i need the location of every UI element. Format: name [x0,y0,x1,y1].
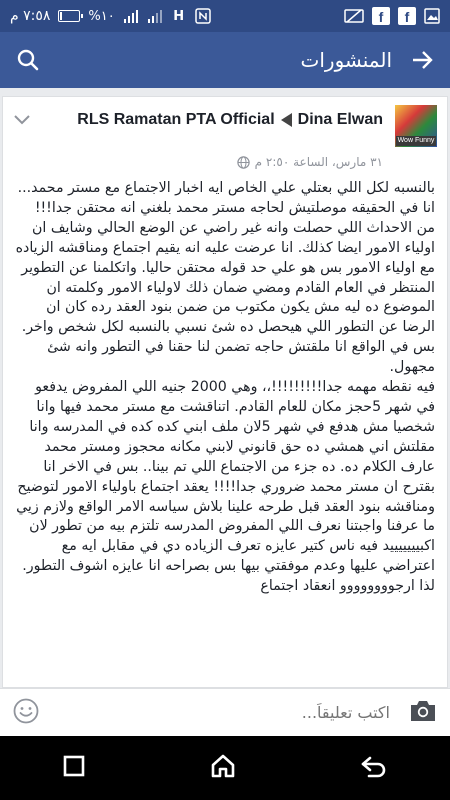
camera-icon[interactable] [408,698,438,728]
status-bar-right [344,7,440,25]
cast-off-icon [344,7,364,25]
post-header [3,97,447,179]
avatar[interactable] [395,105,437,147]
post-meta [237,155,383,169]
recents-nav-icon[interactable] [62,754,86,782]
notification-nfc-icon [195,7,211,25]
comment-composer [0,688,450,736]
globe-icon [237,156,250,169]
back-nav-icon[interactable] [360,754,388,782]
avatar-tag: Wow Funny [397,137,435,144]
post-paragraph: انا في الحقيقه موصلتيش لحاجه مستر محمد بلغني انه محتقن جدا!!! من الاحداث اللي حصلت وانه غير راضي عن الوضع الحالي وشايف ان اولياء الامور ايضا كذلك. انا عرضت عليه انه يقيم اجتماع ومناقشه الزياده مع اولياء الامور بس هو علي حد قوله محتقن حاليا. واتكلمنا عن التطوير المنتظر في العام القادم ومضي ضمان ذلك لاولياء الامور وكلمته ان الموضوع ده ليه مش يكون مكتوب من ضمن بنود العقد رده كان ان الرضا عن التطور اللي هيحصل ده شئ نسبي بالنسبه لكل شخص واخر. بس في الواقع انا ملقتش حاجه تضمن لنا حقنا في التطور وانه شئ مجهول. [15,199,435,376]
arrow-back-icon[interactable] [410,48,434,72]
home-nav-icon[interactable] [210,753,236,783]
search-icon[interactable] [16,48,40,72]
system-nav-bar [0,736,450,800]
facebook-icon-2: f [398,7,416,25]
status-bar-left [10,7,211,25]
smiley-icon[interactable] [12,697,40,729]
post-card [2,96,448,688]
battery-icon [58,7,80,25]
shared-to-arrow-icon [281,113,292,127]
post-author[interactable] [53,109,383,131]
comment-input[interactable] [58,703,390,722]
post-body [3,179,447,597]
clock: ٧:٥٨ م [10,8,51,24]
post-timestamp[interactable]: ٣١ مارس، الساعة ٢:٥٠ م [254,155,383,169]
status-bar [0,0,450,32]
facebook-icon: f [372,7,390,25]
author-person-link[interactable]: Dina Elwan [297,111,383,128]
notification-image-icon [424,7,440,25]
battery-percent: %١٠ [88,8,115,24]
signal-icon-2 [147,7,163,25]
notification-h-icon: H [173,8,185,24]
post-paragraph: بالنسبه لكل اللي بعتلي علي الخاص ايه اخبار الاجتماع مع مستر محمد... [17,180,435,196]
app-bar [0,32,450,88]
author-group-link[interactable]: RLS Ramatan PTA Official [77,111,275,128]
chevron-down-icon[interactable] [13,111,31,123]
post-paragraph: فيه نقطه مهمه جدا!!!!!!!!!،، وهي 2000 جنيه اللي المفروض يدفعو في شهر 5حجز مكان للعام القادم. اتناقشت مع مستر محمد فيها وانا شخصيا مش هدفع في شهر 5لان ملف ابني كده كده في المدرسه وانا مقلتش اني همشي ده حق قانوني لابني مكانه محجوز ومستر محمد عارف الكلام ده. ده جزء من الاجتماع اللي تم بينا.. بس في الاخر انا بقترح ان مستر محمد ضروري جدا!!!! يعقد اجتماع باولياء الامور لتوضيح ومناقشه بنود العقد قبل طرحه علينا بلاش سياسه الامر الواقع ولازم زيي ما عرفنا واجبتنا نعرف اللي المفروض المدرسه تلتزم بيه من تطور لان اكبيييييييد فيه ناس كتير عايزه تعرف الزياده دي في مقابل ايه مع اعتراضي عليها وعدم موفقتي بيها بس بصراحه انا عايزه اشوف التطور. لذا ارجوووووووو انعقاد اجتماع [16,379,435,595]
signal-icon [123,7,139,25]
page-title: المنشورات [300,48,392,72]
